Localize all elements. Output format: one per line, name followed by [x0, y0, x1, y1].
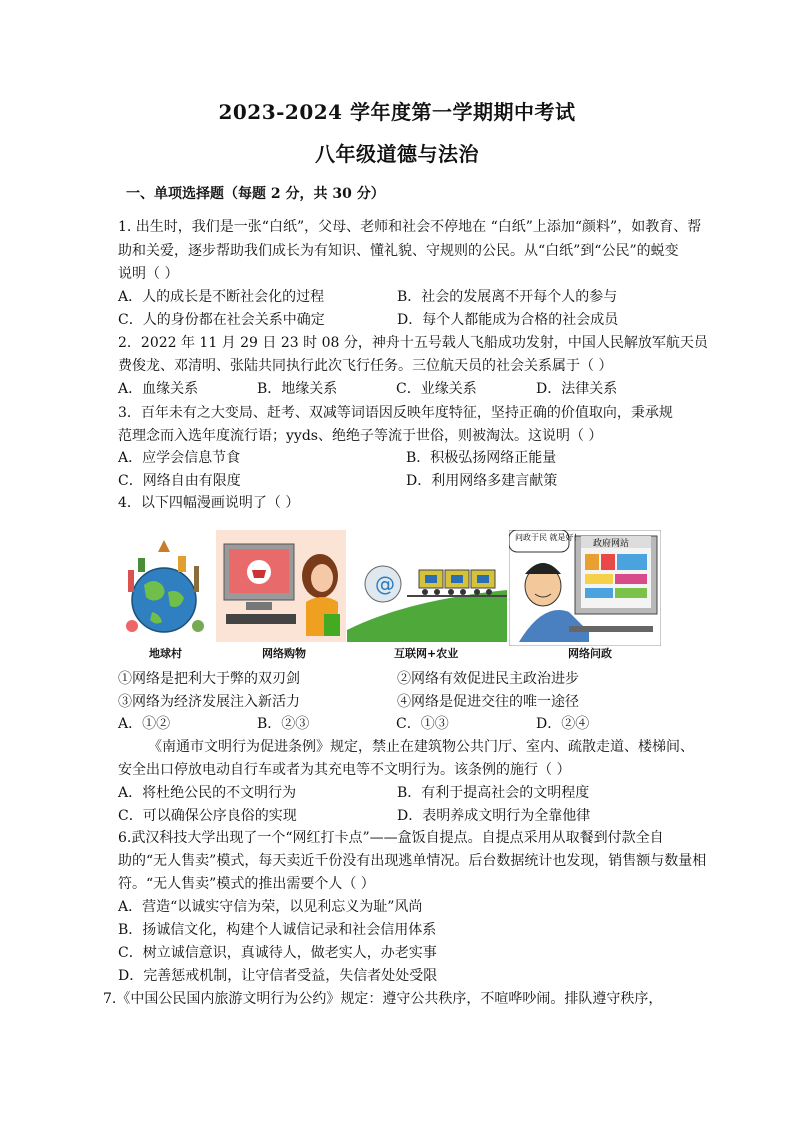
q6-option-c: C．树立诚信意识，真诚待人，做老实人，办老实事	[118, 945, 437, 961]
q2-option-a: A．血缘关系	[118, 381, 199, 397]
q4-option-c: C．①③	[396, 716, 449, 732]
q1-option-b: B．社会的发展离不开每个人的参与	[397, 289, 618, 305]
q3-stem-line-1: 3．百年未有之大变局、赶考、双减等词语因反映年度特征，坚持正确的价值取向，秉承规	[118, 405, 673, 421]
q3-option-b: B．积极弘扬网络正能量	[406, 450, 557, 466]
exam-subtitle: 八年级道德与法治	[315, 142, 479, 166]
q1-stem-line-2: 助和关爱，逐步帮助我们成长为有知识、懂礼貌、守规则的公民。从“白纸”到“公民”的蜕变	[118, 243, 679, 259]
q3-stem-line-2: 范理念而入选年度流行语；yyds、绝绝子等流于世俗，则被淘汰。这说明（ ）	[118, 428, 603, 444]
q4-option-b: B．②③	[257, 716, 310, 732]
q4-stem: 4．以下四幅漫画说明了（ ）	[118, 495, 300, 511]
globe-village-comic	[118, 530, 210, 642]
q4-statement-1: ①网络是把利大于弊的双刃剑	[118, 671, 300, 687]
q6-stem-line-3: 符。“无人售卖”模式的推出需要个人（ ）	[118, 876, 375, 892]
q6-stem-line-2: 助的“无人售卖”模式，每天卖近千份没有出现逃单情况。后台数据统计也发现，销售额与数量相	[118, 853, 707, 869]
q4-statement-4: ④网络是促进交往的唯一途径	[397, 694, 579, 710]
q3-option-a: A．应学会信息节食	[118, 450, 241, 466]
gov-site-sign: 政府网站	[593, 539, 630, 549]
q4-statement-2: ②网络有效促进民主政治进步	[397, 671, 579, 687]
q5-stem-line-2: 安全出口停放电动自行车或者为其充电等不文明行为。该条例的施行（ ）	[118, 762, 571, 778]
q4-option-d: D．②④	[536, 716, 590, 732]
q6-option-a: A．营造“以诚实守信为荣，以见利忘义为耻”风尚	[118, 899, 423, 915]
q1-option-d: D．每个人都能成为合格的社会成员	[397, 312, 619, 328]
q3-option-d: D．利用网络多建言献策	[406, 473, 558, 489]
q6-option-b: B．扬诚信文化，构建个人诚信记录和社会信用体系	[118, 922, 437, 938]
caption-online-shopping: 网络购物	[262, 647, 306, 660]
caption-internet-agriculture: 互联网+农业	[394, 647, 459, 660]
q1-option-c: C．人的身份都在社会关系中确定	[118, 312, 325, 328]
q2-option-b: B．地缘关系	[257, 381, 338, 397]
online-shopping-comic	[216, 530, 346, 642]
q1-stem-line-3: 说明（ ）	[118, 266, 179, 282]
q2-option-c: C．业缘关系	[396, 381, 477, 397]
q5-option-a: A．将杜绝公民的不文明行为	[118, 785, 297, 801]
caption-global-village: 地球村	[149, 647, 182, 660]
q2-stem-line-1: 2．2022 年 11 月 29 日 23 时 08 分，神舟十五号载人飞船成功发射，中国人民解放军航天员	[118, 335, 708, 351]
q5-stem-line-1: 《南通市文明行为促进条例》规定，禁止在建筑物公共门厅、室内、疏散走道、楼梯间、	[148, 739, 694, 755]
q6-stem-line-1: 6.武汉科技大学出现了一个“网红打卡点”——盒饭自提点。自提点采用从取餐到付款全自	[118, 830, 664, 846]
q4-option-a: A．①②	[118, 716, 171, 732]
section-heading: 一、单项选择题（每题 2 分，共 30 分）	[126, 186, 385, 202]
internet-agriculture-comic	[347, 530, 507, 642]
q2-stem-line-2: 费俊龙、邓清明、张陆共同执行此次飞行任务。三位航天员的社会关系属于（ ）	[118, 358, 613, 374]
q1-option-a: A．人的成长是不断社会化的过程	[118, 289, 325, 305]
exam-title: 2023-2024 学年度第一学期期中考试	[218, 100, 576, 124]
q7-stem-line-1: 7.《中国公民国内旅游文明行为公约》规定：遵守公共秩序，不喧哗吵闹。排队遵守秩序，	[103, 991, 663, 1007]
caption-online-governance: 网络问政	[568, 647, 612, 660]
q5-option-c: C．可以确保公序良俗的实现	[118, 808, 297, 824]
q5-option-d: D．表明养成文明行为全靠他律	[397, 808, 591, 824]
q4-statement-3: ③网络为经济发展注入新活力	[118, 694, 300, 710]
q3-option-c: C．网络自由有限度	[118, 473, 241, 489]
q1-stem-line-1: 1. 出生时，我们是一张“白纸”，父母、老师和社会不停地在 “白纸”上添加“颜料”，如教育、帮	[118, 219, 702, 235]
online-governance-comic	[509, 530, 661, 646]
q5-option-b: B．有利于提高社会的文明程度	[397, 785, 590, 801]
speech-bubble: 问政于民 就是好！	[515, 533, 582, 542]
q2-option-d: D．法律关系	[536, 381, 618, 397]
q6-option-d: D．完善惩戒机制，让守信者受益，失信者处处受限	[118, 968, 438, 984]
svg-text:@: @	[375, 572, 395, 596]
